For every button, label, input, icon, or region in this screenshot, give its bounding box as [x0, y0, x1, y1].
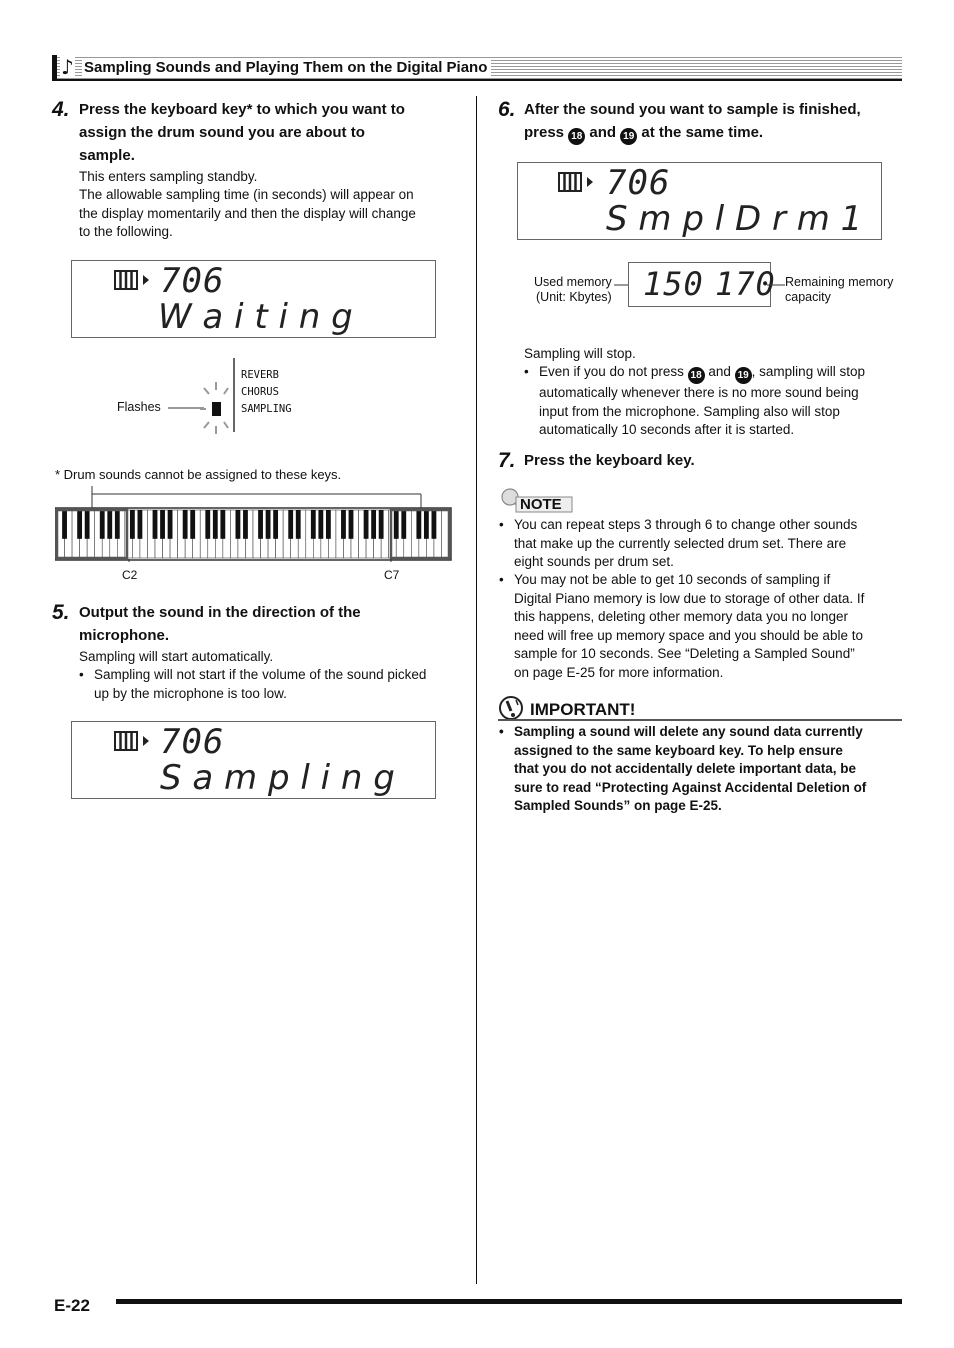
important-line-5: Sampled Sounds” on page E-25. — [514, 798, 722, 813]
remaining-memory-label-2: capacity — [785, 290, 831, 304]
lcd-display-sampling — [71, 721, 436, 799]
note-b2-line-6: on page E-25 for more information. — [514, 664, 724, 680]
black-key — [416, 510, 421, 539]
important-label: IMPORTANT! — [530, 700, 636, 719]
step-6-post: at the same time. — [641, 124, 764, 141]
step-6-bullet-line-3: input from the microphone. Sampling also will stop — [539, 403, 840, 419]
important-rule — [498, 719, 902, 721]
black-key — [153, 510, 158, 539]
step-6-bullet-line-4: automatically 10 seconds after it is started. — [539, 422, 795, 437]
lcd-tone-number: 706 — [160, 722, 225, 762]
step-4-heading-1: Press the keyboard key* to which you want to — [79, 101, 405, 118]
note-b2-line-4: need will free up memory space and you should be able to — [514, 627, 863, 643]
note-b1-line-3: eight sounds per drum set. — [514, 554, 674, 569]
keyboard-icon — [114, 269, 152, 291]
step-5-bullet-line-1: Sampling will not start if the volume of the sound picked — [94, 667, 427, 682]
sampling-label: SAMPLING — [241, 403, 292, 415]
key-c7-label: C7 — [384, 568, 400, 582]
memory-lcd — [628, 262, 776, 307]
button-18-icon: 18 — [688, 367, 705, 384]
flashing-indicator-icon — [166, 356, 246, 436]
header-side-bar — [52, 55, 57, 81]
note-b1-line-2: that make up the currently selected drum set. There are — [514, 535, 847, 551]
chorus-label: CHORUS — [241, 386, 279, 398]
header-bottom-rule — [52, 79, 902, 81]
step-6-bullet — [524, 363, 904, 440]
page-header — [52, 55, 902, 81]
black-key — [341, 510, 346, 539]
step-6-heading-2 — [524, 122, 763, 145]
black-key — [258, 510, 263, 539]
step-6-bullet-line-2: automatically whenever there is no more sound being — [539, 385, 859, 400]
button-19-icon: 19 — [620, 128, 637, 145]
lcd-text: W a i t i n g — [158, 297, 353, 337]
remaining-memory-leader — [765, 280, 785, 290]
step-4-footnote: * Drum sounds cannot be assigned to these keys. — [55, 467, 342, 482]
step-4-body-1: This enters sampling standby. — [79, 169, 258, 184]
important-bullet — [499, 723, 866, 816]
black-key — [266, 510, 271, 539]
black-key — [349, 510, 354, 539]
button-19-icon: 19 — [735, 367, 752, 384]
step-5-bullet-line-2: up by the microphone is too low. — [94, 685, 287, 701]
black-key — [138, 510, 143, 539]
black-key — [288, 510, 293, 539]
black-key — [213, 510, 218, 539]
note-bullet-2 — [499, 571, 864, 682]
key-c2-label: C2 — [122, 568, 138, 582]
step-7-number: 7. — [498, 449, 516, 472]
lcd-text: S a m p l i n g — [160, 758, 395, 798]
step-4-body-2: The allowable sampling time (in seconds) will appear on — [79, 187, 414, 202]
used-memory-value: 150 — [643, 265, 704, 303]
page-number: E-22 — [54, 1296, 90, 1315]
note-bullet-1 — [499, 516, 857, 572]
step-6-bullet-post: , sampling will stop — [751, 364, 865, 379]
note-b2-line-3: this happens, deleting other memory data you no longer — [514, 609, 848, 624]
step-4-heading-3: sample. — [79, 147, 135, 164]
step-5-heading-1: Output the sound in the direction of the — [79, 604, 361, 621]
lcd-display-waiting — [71, 260, 436, 338]
lcd-display-smpldrm — [517, 162, 882, 240]
step-4-body-4: to the following. — [79, 224, 173, 239]
black-key — [379, 510, 384, 539]
black-key — [401, 510, 406, 539]
step-5-body: Sampling will start automatically. — [79, 649, 274, 664]
black-key — [371, 510, 376, 539]
black-key — [424, 510, 429, 539]
black-key — [183, 510, 188, 539]
black-key — [273, 510, 278, 539]
lcd-tone-number: 706 — [606, 163, 671, 203]
black-key — [107, 510, 112, 539]
step-6-bullet-and: and — [708, 364, 731, 379]
important-line-4: sure to read “Protecting Against Accidental Deletion of — [514, 779, 867, 795]
black-key — [100, 510, 105, 539]
step-4-body-3: the display momentarily and then the display will change — [79, 206, 416, 221]
remaining-memory-value: 170 — [715, 265, 776, 303]
remaining-memory-label-1: Remaining memory — [785, 275, 894, 289]
note-b2-line-5: sample for 10 seconds. See “Deleting a Sampled Sound” — [514, 646, 855, 661]
black-key — [62, 510, 67, 539]
piano-keyboard-diagram — [55, 486, 453, 562]
keyboard-icon — [558, 171, 596, 193]
important-line-3: that you do not accidentally delete important data, be — [514, 761, 857, 776]
column-divider — [476, 96, 477, 1284]
header-title: Sampling Sounds and Playing Them on the Digital Piano — [82, 59, 491, 76]
note-label: NOTE — [520, 496, 562, 513]
note-b2-line-1: You may not be able to get 10 seconds of sampling if — [514, 572, 831, 587]
step-6-bullet-pre: Even if you do not press — [539, 364, 684, 379]
footer-rule — [116, 1299, 902, 1304]
lcd-tone-number: 706 — [160, 261, 225, 301]
black-key — [326, 510, 331, 539]
step-4-heading-2: assign the drum sound you are about to — [79, 124, 365, 141]
black-key — [205, 510, 210, 539]
black-key — [168, 510, 173, 539]
flashes-label: Flashes — [117, 400, 161, 414]
black-key — [243, 510, 248, 539]
black-key — [364, 510, 369, 539]
music-note-icon: ♪ — [61, 55, 74, 79]
black-key — [394, 510, 399, 539]
step-6-heading-1: After the sound you want to sample is finished, — [524, 101, 861, 118]
note-b1-line-1: You can repeat steps 3 through 6 to change other sounds — [514, 517, 858, 532]
step-4-number: 4. — [52, 98, 70, 121]
black-key — [318, 510, 323, 539]
black-key — [85, 510, 90, 539]
black-key — [77, 510, 82, 539]
step-6-body: Sampling will stop. — [524, 346, 636, 361]
used-memory-label-2: (Unit: Kbytes) — [536, 290, 612, 304]
black-key — [130, 510, 135, 539]
lcd-text: S m p l D r m 1 — [606, 199, 863, 239]
step-5-number: 5. — [52, 601, 70, 624]
important-line-1: Sampling a sound will delete any sound data currently — [514, 724, 863, 739]
black-key — [190, 510, 195, 539]
black-key — [236, 510, 241, 539]
black-key — [311, 510, 316, 539]
black-key — [432, 510, 437, 539]
step-5-bullet — [79, 666, 426, 703]
button-18-icon: 18 — [568, 128, 585, 145]
black-key — [220, 510, 225, 539]
keyboard-icon — [114, 730, 152, 752]
step-6-press: press — [524, 124, 565, 141]
important-line-2: assigned to the same keyboard key. To help ensure — [514, 742, 843, 758]
step-5-heading-2: microphone. — [79, 627, 170, 644]
black-key — [115, 510, 120, 539]
used-memory-label-1: Used memory — [534, 275, 612, 289]
reverb-label: REVERB — [241, 369, 279, 381]
note-b2-line-2: Digital Piano memory is low due to storage of other data. If — [514, 590, 865, 606]
black-key — [160, 510, 165, 539]
step-6-and: and — [589, 124, 617, 141]
black-key — [296, 510, 301, 539]
step-7-heading: Press the keyboard key. — [524, 452, 695, 469]
step-6-number: 6. — [498, 98, 516, 121]
